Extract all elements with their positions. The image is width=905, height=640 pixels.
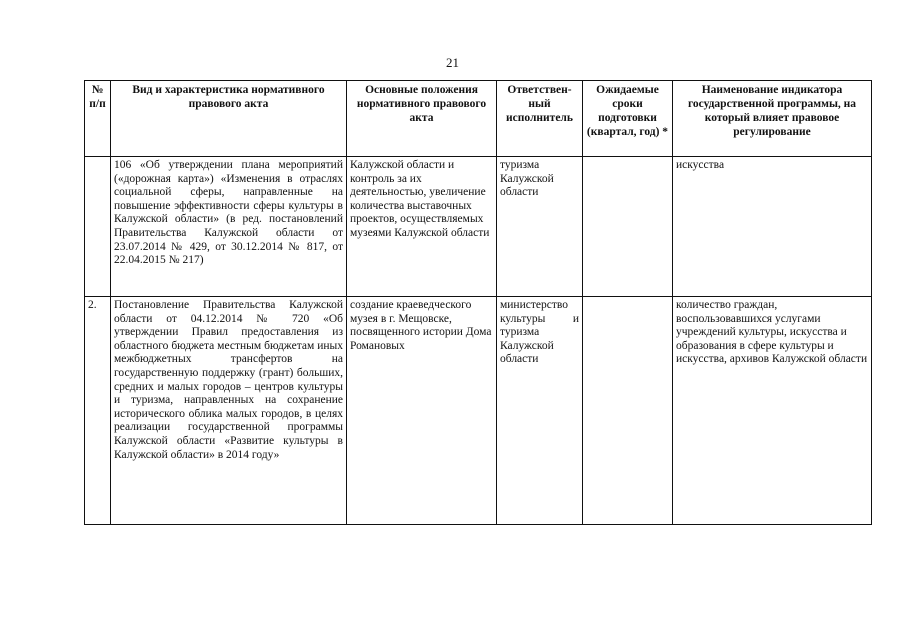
regulatory-acts-table <box>84 80 872 525</box>
cell-number: 2. <box>85 297 111 525</box>
cell-act: 106 «Об утверждении плана мероприятий («дорожная карта») «Изменения в отраслях социальной сферы, направленные на повышение эффективности сферы культуры в Калужской области» (в ред. постановлений Правительства Калужской области от 23.07.2014 № 429, от 30.12.2014 № 817, от 22.04.2015 № 217) <box>111 157 347 297</box>
page-number: 21 <box>446 55 459 70</box>
cell-indicator: искусства <box>673 157 872 297</box>
cell-indicator: количество граждан, воспользовавшихся услугами учреждений культуры, искусства и образования в сфере культуры и искусства, архивов Калужской области <box>673 297 872 525</box>
cell-deadline <box>583 297 673 525</box>
cell-provisions: создание краеведческого музея в г. Мещовске, посвященного истории Дома Романовых <box>347 297 497 525</box>
header-provisions: Основные положения нормативного правового акта <box>347 81 497 157</box>
header-deadline: Ожидаемые сроки подготовки (квартал, год) * <box>583 81 673 157</box>
cell-number <box>85 157 111 297</box>
cell-act: Постановление Правительства Калужской области от 04.12.2014 № 720 «Об утверждении Правил предоставления из областного бюджета местным бюджетам иных межбюджетных трансфертов на государственную поддержку (грант) больших, средних и малых городов – центров культуры и туризма, направленных на сохранение исторического облика малых городов, в целях реализации государственной программы Калужской области «Развитие культуры в Калужской области» в 2014 году» <box>111 297 347 525</box>
table-row <box>85 297 872 525</box>
table-header-row <box>85 81 872 157</box>
cell-deadline <box>583 157 673 297</box>
table-row <box>85 157 872 297</box>
cell-provisions: Калужской области и контроль за их деятельностью, увеличение количества выставочных проектов, осуществляемых музеями Калужской области <box>347 157 497 297</box>
header-executor: Ответствен-ный исполнитель <box>497 81 583 157</box>
header-number: № п/п <box>85 81 111 157</box>
cell-executor: туризма Калужской области <box>497 157 583 297</box>
header-act-type: Вид и характеристика нормативного правового акта <box>111 81 347 157</box>
cell-executor: министерство культуры и туризма Калужской области <box>497 297 583 525</box>
header-indicator: Наименование индикатора государственной программы, на который влияет правовое регулирование <box>673 81 872 157</box>
